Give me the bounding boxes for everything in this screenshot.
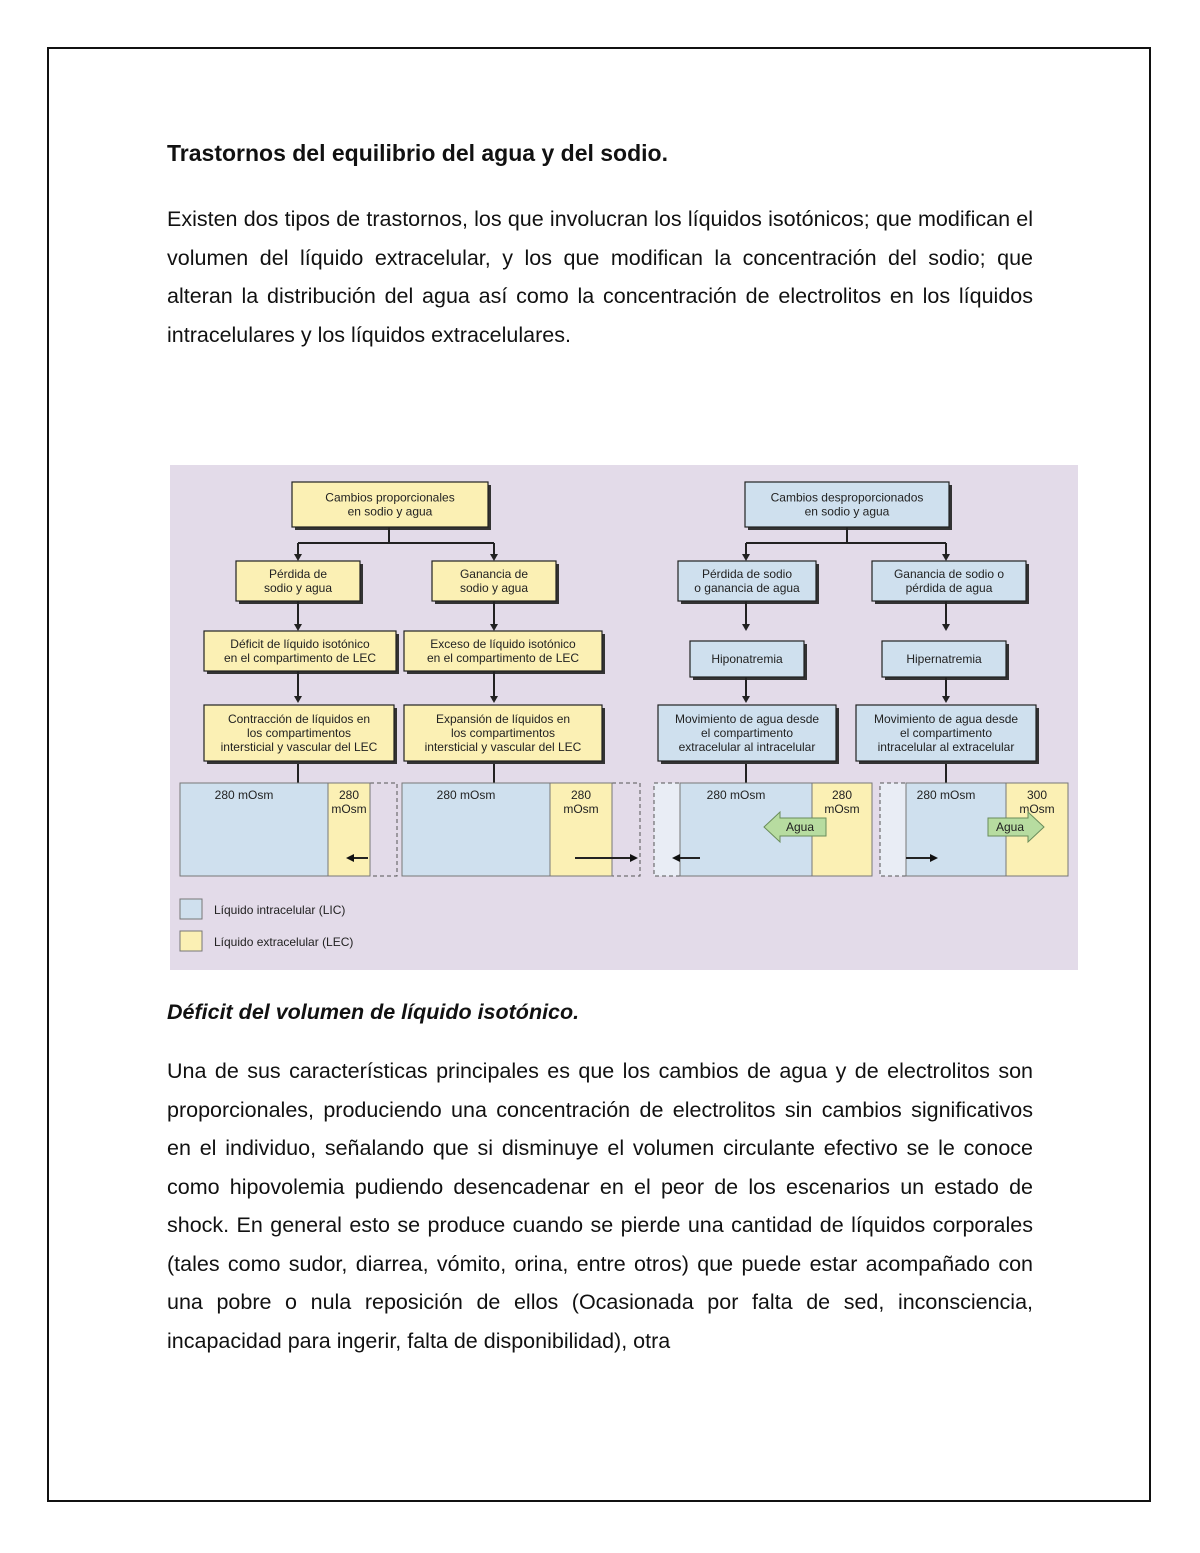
compartment-3-lec-label: mOsm <box>824 802 860 816</box>
compartment-4-lic-label: 280 mOsm <box>916 788 976 802</box>
legend-lic-label: Líquido intracelular (LIC) <box>214 903 346 917</box>
compartment-3-lec-label: 280 <box>831 788 853 802</box>
compartment-4-dashed-area <box>880 783 906 876</box>
diagram-canvas <box>170 465 1078 970</box>
box-level4-4-text: el compartimento <box>899 726 993 740</box>
box-proportional-changes-text: Cambios proporcionales <box>325 490 455 505</box>
box-level4-3-text: extracelular al intracelular <box>678 740 816 754</box>
box-level2-3-text: o ganancia de agua <box>694 581 800 595</box>
arrow-head-icon <box>490 696 498 703</box>
box-disproportional-changes-text: en sodio y agua <box>804 504 890 519</box>
box-level2-1-text: sodio y agua <box>263 581 333 595</box>
page-title: Trastornos del equilibrio del agua y del sodio. <box>167 140 668 166</box>
box-level4-2-text: intersticial y vascular del LEC <box>424 740 582 754</box>
arrow-head-icon <box>490 554 498 561</box>
box-level2-3-text: Pérdida de sodio <box>701 567 793 581</box>
compartment-2-lec-label: mOsm <box>563 802 599 816</box>
arrow-head-icon <box>490 624 498 631</box>
arrow-head-icon <box>742 624 750 631</box>
section-title: Déficit del volumen de líquido isotónico. <box>167 1000 580 1024</box>
arrow-head-icon <box>942 624 950 631</box>
arrow-head-icon <box>742 554 750 561</box>
legend-lec-label: Líquido extracelular (LEC) <box>214 935 354 949</box>
box-level4-4-text: Movimiento de agua desde <box>873 712 1019 726</box>
legend-lec-swatch <box>180 931 202 951</box>
water-sodium-diagram <box>170 465 1078 970</box>
box-level3-1-text: en el compartimento de LEC <box>223 651 377 665</box>
box-level4-1-text: intersticial y vascular del LEC <box>220 740 378 754</box>
box-level3-1-text: Déficit de líquido isotónico <box>230 637 370 651</box>
box-level2-4-text: pérdida de agua <box>905 581 993 595</box>
legend-lic-swatch <box>180 899 202 919</box>
arrow-head-icon <box>942 696 950 703</box>
box-level2-1-text: Pérdida de <box>268 567 328 581</box>
arrow-head-icon <box>742 696 750 703</box>
arrow-head-icon <box>294 624 302 631</box>
arrow-head-icon <box>294 696 302 703</box>
water-arrow-label: Agua <box>995 820 1025 834</box>
box-level3-2-text: Exceso de líquido isotónico <box>430 637 576 651</box>
compartment-3-lic-label: 280 mOsm <box>706 788 766 802</box>
compartment-4-lec-label: 300 <box>1026 788 1048 802</box>
box-level4-3-text: Movimiento de agua desde <box>674 712 820 726</box>
box-level3-4-text: Hipernatremia <box>906 652 982 666</box>
arrow-head-icon <box>942 554 950 561</box>
compartment-1-lec-label: mOsm <box>331 802 367 816</box>
box-level4-1-text: los compartimentos <box>246 726 352 740</box>
compartment-1-lec-label: 280 <box>338 788 360 802</box>
box-level2-2-text: sodio y agua <box>459 581 529 595</box>
movement-arrow-icon <box>630 854 638 862</box>
box-level2-2-text: Ganancia de <box>459 567 529 581</box>
box-level4-1-text: Contracción de líquidos en <box>227 712 371 726</box>
water-arrow-label: Agua <box>785 820 815 834</box>
intro-paragraph: Existen dos tipos de trastornos, los que involucran los líquidos isotónicos; que modifican el volumen del líquido extracelular, y los que modifican la concentración del sodio; que alteran la distribución del agua así como la concentración de electrolitos en los líquidos intracelulares y los líquidos extracelulares. <box>167 207 1033 347</box>
arrow-head-icon <box>294 554 302 561</box>
compartment-2-dashed-area <box>612 783 640 876</box>
box-disproportional-changes-text: Cambios desproporcionados <box>770 490 924 505</box>
box-level4-3-text: el compartimento <box>700 726 794 740</box>
box-level4-2-text: Expansión de líquidos en <box>435 712 571 726</box>
compartment-2-lic-label: 280 mOsm <box>436 788 496 802</box>
compartment-1-lic-label: 280 mOsm <box>214 788 274 802</box>
compartment-4-lec-label: mOsm <box>1019 802 1055 816</box>
box-level4-4-text: intracelular al extracelular <box>877 740 1015 754</box>
compartment-1-dashed-area <box>370 783 397 876</box>
compartment-3-dashed-area <box>654 783 680 876</box>
compartment-2-lec-label: 280 <box>570 788 592 802</box>
box-level4-2-text: los compartimentos <box>450 726 556 740</box>
box-proportional-changes-text: en sodio y agua <box>347 504 433 519</box>
box-level3-3-text: Hiponatremia <box>711 652 783 666</box>
box-level3-2-text: en el compartimento de LEC <box>426 651 580 665</box>
section-paragraph: Una de sus características principales es que los cambios de agua y de electrolitos son proporcionales, produciendo una concentración de electrolitos sin cambios significativos en el individuo, señalando que si disminuye el volumen circulante efectivo se le conoce como hipovolemia pudiendo desencadenar en el peor de los escenarios un estado de shock. En general esto se produce cuando se pierde una cantidad de líquidos corporales (tales como sudor, diarrea, vómito, orina, entre otros) que puede estar acompañado con una pobre o nula reposición de ellos (Ocasionada por falta de sed, inconsciencia, incapacidad para ingerir, falta de disponibilidad), otra <box>167 1059 1033 1353</box>
box-level2-4-text: Ganancia de sodio o <box>893 567 1005 581</box>
